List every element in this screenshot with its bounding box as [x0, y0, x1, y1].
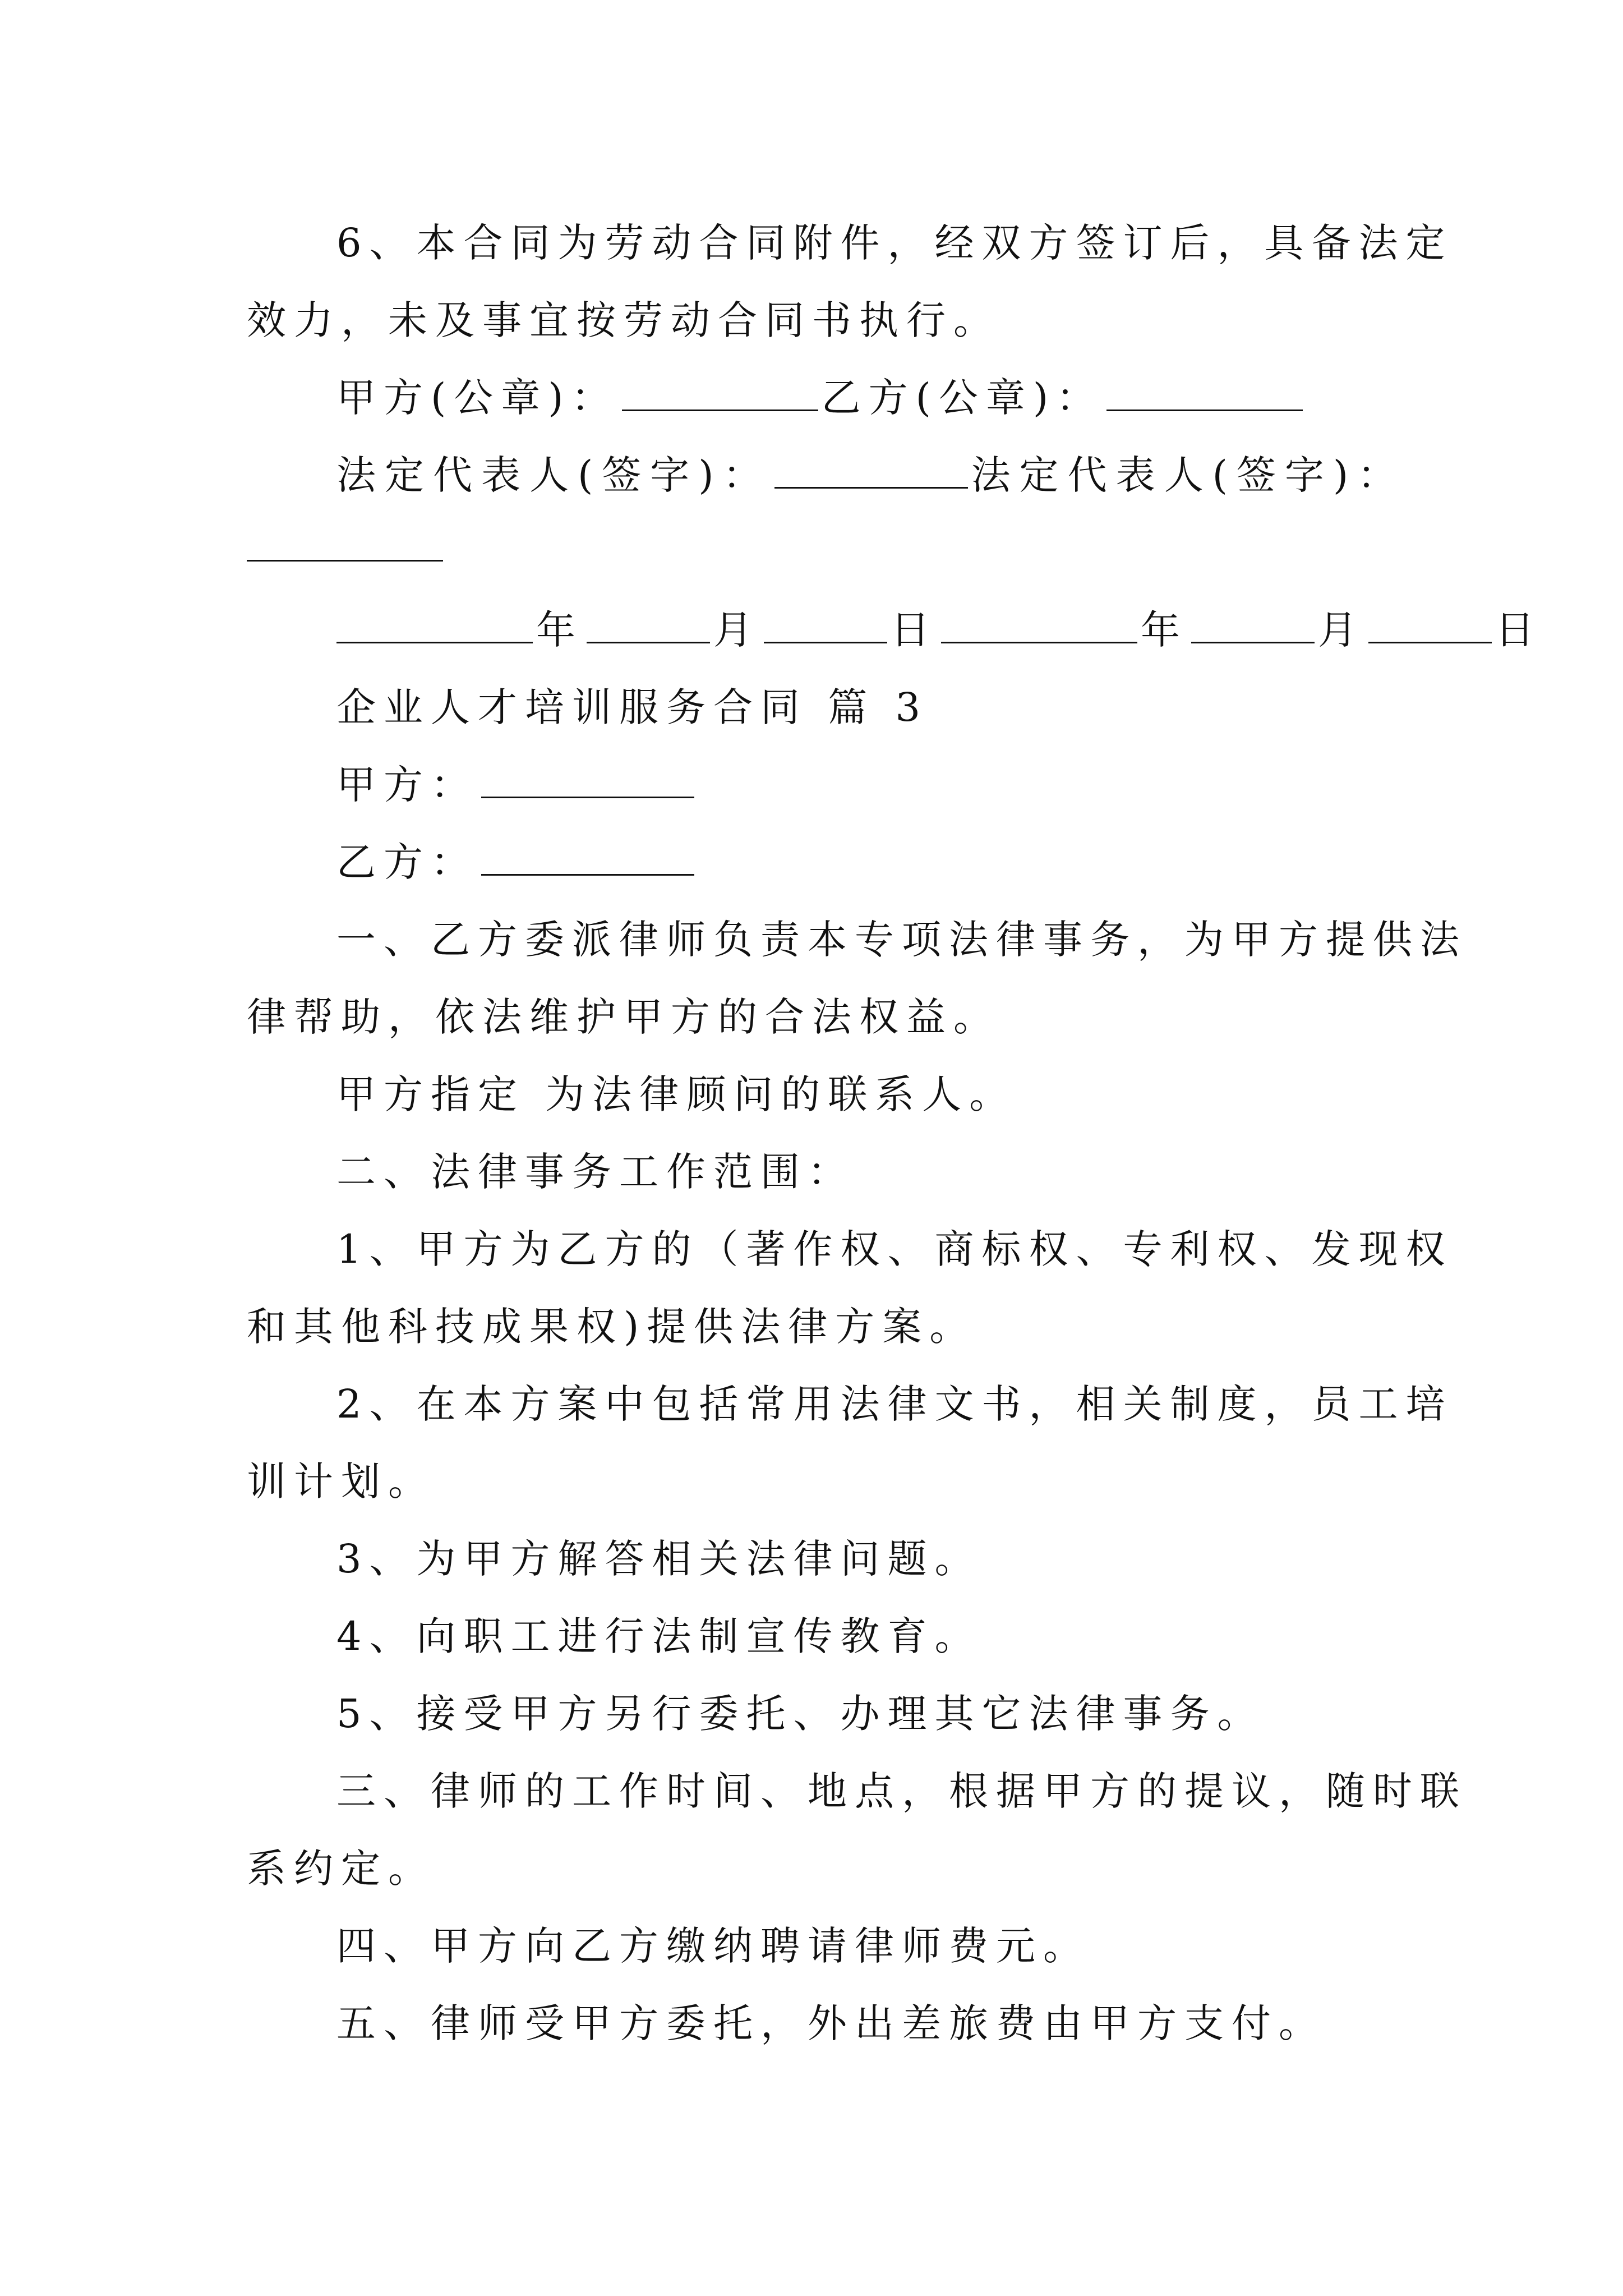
rep-b-blank [247, 559, 443, 562]
contract-3-party-a-label: 甲方： [336, 762, 478, 808]
date-b-day-label: 日 [1495, 607, 1542, 653]
party-a-seal-label: 甲方(公章)： [336, 375, 619, 421]
item-2-line-1: 2、在本方案中包括常用法律文书，相关制度，员工培 [336, 1381, 1453, 1427]
seal-signature-row [336, 372, 1306, 423]
date-b-month-label: 月 [1318, 607, 1365, 653]
rep-b-label: 法定代表人(签字)： [971, 452, 1406, 498]
section-4: 四、甲方向乙方缴纳聘请律师费元。 [336, 1923, 1090, 1969]
date-b-month-blank [1191, 608, 1315, 643]
date-row [336, 605, 1542, 655]
party-b-seal-label: 乙方(公章)： [821, 375, 1104, 421]
contract-3-party-a-blank [481, 763, 694, 798]
date-a-year-blank [336, 608, 533, 643]
section-1-line-2: 律帮助，依法维护甲方的合法权益。 [247, 994, 1000, 1040]
contract-3-party-a-row [336, 760, 698, 810]
section-2-title: 二、法律事务工作范围： [336, 1149, 855, 1195]
party-b-seal-blank [1106, 376, 1303, 411]
contract-3-party-b-label: 乙方： [336, 839, 478, 885]
item-1-line-1: 1、甲方为乙方的（著作权、商标权、专利权、发现权 [336, 1226, 1453, 1272]
section-3-line-2: 系约定。 [247, 1846, 435, 1892]
date-a-month-label: 月 [713, 607, 760, 653]
date-b-year-blank [941, 608, 1137, 643]
contract-3-party-b-row [336, 837, 698, 887]
item-2-line-2: 训计划。 [247, 1458, 435, 1504]
item-5: 5、接受甲方另行委托、办理其它法律事务。 [336, 1691, 1265, 1737]
date-a-day-label: 日 [891, 607, 938, 653]
date-a-year-label: 年 [536, 607, 583, 653]
rep-a-blank [774, 453, 968, 489]
section-5: 五、律师受甲方委托，外出差旅费由甲方支付。 [336, 2000, 1326, 2046]
contact-person-line: 甲方指定 为法律顾问的联系人。 [336, 1071, 1017, 1117]
section-3-line-1: 三、律师的工作时间、地点，根据甲方的提议，随时联 [336, 1768, 1467, 1814]
section-1-line-1: 一、乙方委派律师负责本专项法律事务，为甲方提供法 [336, 917, 1467, 963]
item-4: 4、向职工进行法制宣传教育。 [336, 1613, 982, 1659]
item-1-line-2: 和其他科技成果权)提供法律方案。 [247, 1304, 977, 1350]
rep-a-label: 法定代表人(签字)： [336, 452, 771, 498]
clause-6-line-1: 6、本合同为劳动合同附件，经双方签订后，具备法定 [336, 220, 1453, 266]
representative-signature-row [336, 450, 1405, 500]
date-a-month-blank [587, 608, 710, 643]
date-b-day-blank [1368, 608, 1492, 643]
date-a-day-blank [764, 608, 887, 643]
item-3: 3、为甲方解答相关法律问题。 [336, 1536, 982, 1582]
party-a-seal-blank [622, 376, 818, 411]
contract-3-party-b-blank [481, 840, 694, 876]
date-b-year-label: 年 [1141, 607, 1188, 653]
clause-6-line-2: 效力，未及事宜按劳动合同书执行。 [247, 297, 1000, 343]
contract-3-title: 企业人才培训服务合同 篇 3 [336, 684, 929, 730]
